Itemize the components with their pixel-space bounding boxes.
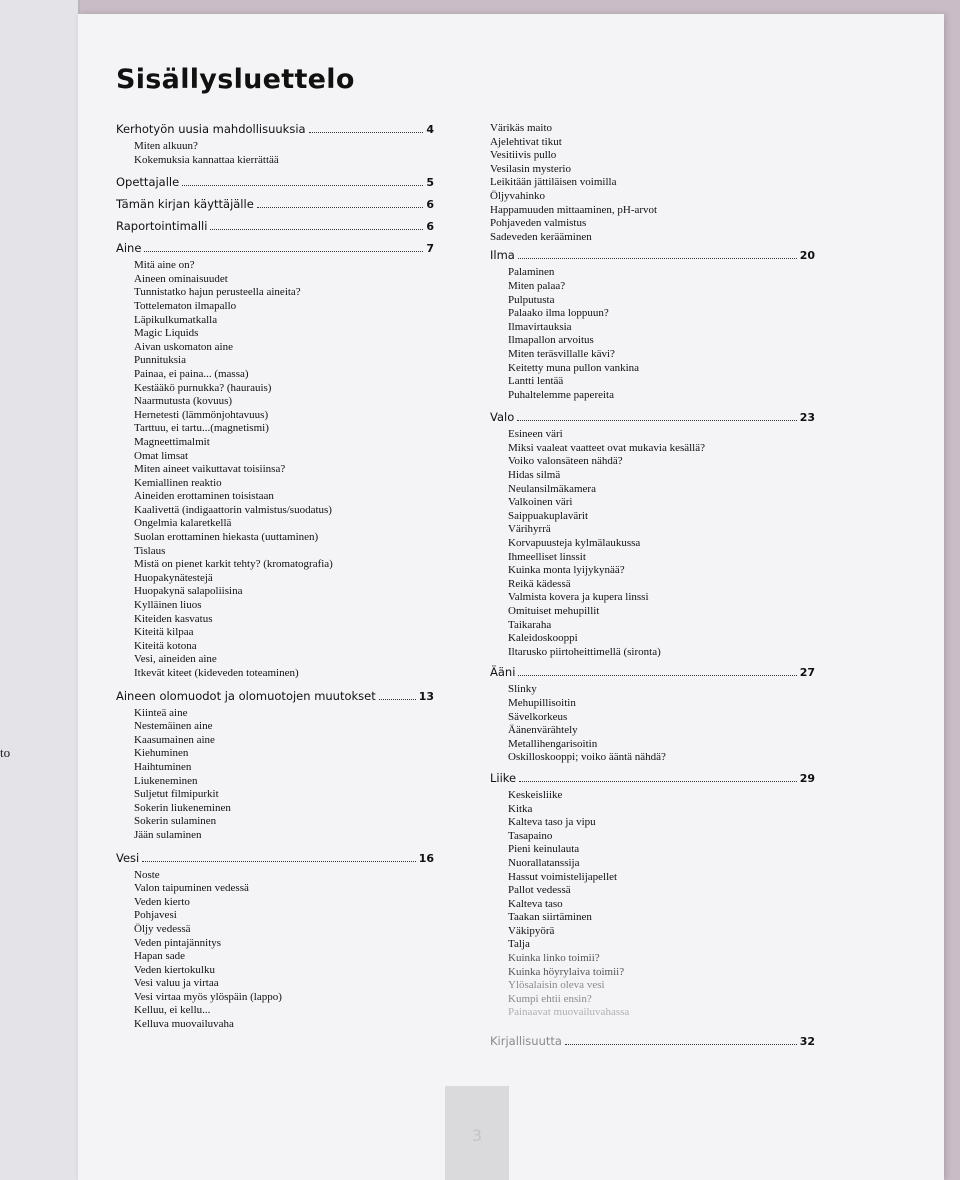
toc-section [490,665,815,765]
dot-leader [518,258,797,259]
toc-subitem[interactable]: Tarttuu, ei tartu...(magnetismi) [134,422,269,435]
section-title: Opettajalle [116,175,180,190]
toc-subitem[interactable]: Taakan siirtäminen [508,911,592,924]
section-title: Liike [490,770,517,785]
toc-subitem-list [116,259,434,680]
toc-subitem[interactable]: Saippuakuplavärit [508,509,589,522]
toc-subitem[interactable]: Oskilloskooppi; voiko ääntä nähdä? [508,751,666,764]
toc-section [116,689,434,843]
toc-subitem[interactable]: Miten alkuun? [134,140,198,152]
toc-subitem[interactable]: Painaavat muovailuvahassa [508,1006,630,1019]
section-page-number: 13 [418,689,434,703]
toc-subitem-list [116,707,434,843]
toc-subitem[interactable]: Kelluva muovailuvaha [134,1018,234,1031]
toc-subitem[interactable]: Magneettimalmit [134,435,210,448]
toc-subitem[interactable]: Väkipyörä [508,924,555,937]
page-title: Sisällysluettelo [116,64,355,95]
toc-subitem-list [490,683,815,765]
section-title: Ääni [490,665,516,680]
toc-section [490,1034,815,1048]
section-title: Aineen olomuodot ja olomuotojen muutokset [116,688,376,703]
toc-subitem[interactable]: Puhaltelemme papereita [508,388,614,401]
toc-subitem[interactable]: Kestääkö purnukka? (haurauis) [134,381,272,394]
toc-subitem[interactable]: Öljyvahinko [490,189,545,202]
toc-subitem[interactable]: Noste [134,868,160,881]
toc-section [116,175,434,189]
toc-section [490,122,815,244]
dot-leader [519,781,797,782]
section-page-number: 5 [426,176,434,190]
toc-subitem[interactable]: Kylläinen liuos [134,599,202,612]
dot-leader [144,251,423,252]
toc-section [490,248,815,402]
toc-subitem[interactable]: Tunnistatko hajun perusteella aineita? [134,286,301,299]
toc-subitem[interactable]: Suolan erottaminen hiekasta (uuttaminen) [134,531,319,544]
toc-subitem[interactable]: Palaminen [508,266,555,279]
toc-subitem[interactable]: Vesitiivis pullo [490,149,557,162]
section-page-number: 6 [426,198,434,212]
toc-subitem[interactable]: Aineiden erottaminen toisistaan [134,490,274,503]
toc-subitem[interactable]: Mistä on pienet karkit tehty? (kromatografia) [134,558,333,571]
dot-leader [379,699,416,700]
toc-subitem-list [116,140,434,167]
toc-subitem[interactable]: Hapan sade [134,950,186,963]
section-page-number: 32 [799,1035,815,1049]
toc-subitem[interactable]: Pohjaveden valmistus [490,217,587,230]
toc-section [116,241,434,680]
toc-subitem[interactable]: Vesi virtaa myös ylöspäin (lappo) [134,990,282,1003]
section-page-number: 4 [426,123,434,136]
toc-subitem[interactable]: Pulputusta [508,293,555,306]
toc-subitem[interactable]: Leikitään jättiläisen voimilla [490,176,617,189]
toc-subitem[interactable]: Ongelmia kalaretkellä [134,517,232,530]
toc-subitem[interactable]: Kiinteä aine [134,706,188,719]
toc-subitem[interactable]: Miten aineet vaikuttavat toisiinsa? [134,463,286,476]
dot-leader [517,420,796,421]
section-title: Valo [490,410,515,425]
section-title: Raportointimalli [116,219,208,234]
toc-subitem[interactable]: Läpikulkumatkalla [134,313,218,326]
left-page-text-fragment: to [0,745,11,760]
toc-subitem-list [490,122,815,244]
toc-subitem-list [490,428,815,659]
toc-subitem[interactable]: Miten teräsvillalle kävi? [508,347,615,360]
toc-subitem[interactable]: Valmista kovera ja kupera linssi [508,591,649,604]
toc-subitem[interactable]: Kiehuminen [134,747,189,760]
section-page-number: 6 [426,220,434,234]
toc-subitem[interactable]: Tottelematon ilmapallo [134,299,237,312]
toc-subitem[interactable]: Kelluu, ei kellu... [134,1004,211,1017]
toc-subitem[interactable]: Haihtuminen [134,760,192,773]
toc-subitem[interactable]: Korvapuusteja kylmälaukussa [508,537,641,550]
toc-subitem[interactable]: Valkoinen väri [508,496,573,509]
toc-subitem[interactable]: Kaasumainen aine [134,733,215,746]
toc-subitem[interactable]: Sadeveden kerääminen [490,230,592,243]
section-title: Vesi [116,850,140,865]
toc-section [490,771,815,1020]
page-number-box [445,1086,509,1180]
toc-section-heading[interactable] [490,410,815,424]
toc-subitem[interactable]: Slinky [508,683,537,696]
toc-subitem[interactable]: Kaalivettä (indigaattorin valmistus/suodatus) [134,503,332,516]
toc-subitem[interactable]: Veden kierto [134,895,190,908]
toc-section-heading[interactable] [490,1034,815,1048]
toc-subitem[interactable]: Palaako ilma loppuun? [508,307,609,320]
toc-subitem[interactable]: Suljetut filmipurkit [134,788,219,801]
toc-right-column [490,122,815,1056]
toc-subitem[interactable]: Kaleidoskooppi [508,632,578,645]
toc-subitem[interactable]: Sokerin sulaminen [134,815,217,828]
toc-subitem[interactable]: Taikaraha [508,618,552,631]
dot-leader [210,229,423,230]
toc-subitem[interactable]: Pieni keinulauta [508,843,580,856]
toc-subitem[interactable]: Hassut voimistelijapellet [508,870,618,883]
toc-subitem[interactable]: Kuinka monta lyijykynää? [508,564,625,577]
toc-subitem[interactable]: Kalteva taso [508,897,563,910]
toc-subitem[interactable]: Omat limsat [134,449,189,462]
toc-subitem[interactable]: Liukeneminen [134,774,198,787]
toc-subitem[interactable]: Kiteitä kilpaa [134,626,194,639]
dot-leader [309,132,424,133]
toc-subitem[interactable]: Hidas silmä [508,469,561,482]
toc-subitem[interactable]: Aineen ominaisuudet [134,272,228,285]
toc-subitem[interactable]: Ilmapallon arvoitus [508,334,594,347]
toc-subitem[interactable]: Värihyrrä [508,523,551,536]
toc-subitem[interactable]: Vesilasin mysterio [490,162,571,175]
toc-subitem[interactable]: Voiko valonsäteen nähdä? [508,455,623,468]
toc-subitem[interactable]: Äänenvärähtely [508,724,578,737]
toc-subitem[interactable]: Kuinka linko toimii? [508,952,600,965]
toc-section-heading[interactable] [116,197,434,211]
toc-subitem[interactable]: Ilmavirtauksia [508,320,572,333]
toc-subitem[interactable]: Jään sulaminen [134,828,202,841]
toc-subitem[interactable]: Kumpi ehtii ensin? [508,992,592,1005]
toc-subitem[interactable]: Värikäs maito [490,122,553,134]
toc-subitem[interactable]: Veden kiertokulku [134,963,215,976]
section-page-number: 20 [799,249,815,263]
toc-subitem[interactable]: Reikä kädessä [508,577,571,590]
toc-subitem[interactable]: Magic Liquids [134,327,199,340]
toc-subitem[interactable]: Huopakynä salapoliisina [134,585,243,598]
toc-subitem[interactable]: Huopakynätestejä [134,571,213,584]
toc-subitem[interactable]: Pohjavesi [134,909,177,922]
toc-subitem[interactable]: Lantti lentää [508,375,564,388]
toc-subitem[interactable]: Happamuuden mittaaminen, pH-arvot [490,203,658,216]
page-number: 3 [471,1126,483,1145]
section-page-number: 7 [426,242,434,256]
toc-subitem[interactable]: Tislaus [134,544,166,557]
toc-left-column [116,122,434,1040]
toc-subitem[interactable]: Kitka [508,802,533,815]
toc-subitem[interactable]: Kiteitä kotona [134,639,197,652]
toc-subitem[interactable]: Nestemäinen aine [134,720,213,733]
toc-section-heading[interactable] [116,851,434,865]
toc-subitem[interactable]: Kiteiden kasvatus [134,612,213,625]
dot-leader [182,185,423,186]
toc-subitem[interactable]: Kalteva taso ja vipu [508,816,596,829]
toc-section-heading[interactable] [116,219,434,233]
toc-subitem[interactable]: Itkevät kiteet (kideveden toteaminen) [134,667,299,679]
toc-subitem[interactable]: Kemiallinen reaktio [134,476,222,489]
toc-subitem[interactable]: Keitetty muna pullon vankina [508,361,640,374]
toc-subitem[interactable]: Mitä aine on? [134,259,195,272]
toc-subitem-list [116,869,434,1032]
toc-section [490,410,815,659]
toc-subitem[interactable]: Naarmutusta (kovuus) [134,395,233,408]
toc-subitem[interactable]: Vesi, aineiden aine [134,653,217,666]
toc-subitem[interactable]: Veden pintajännitys [134,936,222,949]
toc-subitem[interactable]: Ajelehtivat tikut [490,135,562,148]
section-page-number: 27 [799,666,815,680]
dot-leader [518,675,796,676]
toc-section-heading[interactable] [116,689,434,703]
toc-subitem[interactable]: Miksi vaaleat vaatteet ovat mukavia kesällä? [508,441,706,454]
toc-subitem[interactable]: Mehupillisoitin [508,696,576,709]
toc-subitem-list [490,789,815,1020]
section-page-number: 29 [799,771,815,785]
section-title: Aine [116,241,142,256]
toc-section-heading[interactable] [490,665,815,679]
section-title: Kerhotyön uusia mahdollisuuksia [116,122,306,136]
toc-subitem[interactable]: Kuinka höyrylaiva toimii? [508,965,625,978]
section-page-number: 16 [418,851,434,865]
toc-section-heading[interactable] [490,771,815,785]
toc-section-heading[interactable] [116,122,434,136]
toc-subitem[interactable]: Tasapaino [508,829,553,842]
toc-section-heading[interactable] [490,248,815,262]
toc-subitem[interactable]: Painaa, ei paina... (massa) [134,367,249,380]
dot-leader [142,861,415,862]
dot-leader [257,207,424,208]
toc-subitem[interactable]: Keskeisliike [508,788,563,801]
toc-subitem[interactable]: Vesi valuu ja virtaa [134,977,219,990]
toc-subitem[interactable]: Omituiset mehupillit [508,605,600,617]
toc-subitem[interactable]: Miten palaa? [508,279,566,292]
toc-subitem[interactable]: Sävelkorkeus [508,710,568,723]
toc-subitem[interactable]: Öljy vedessä [134,922,191,935]
toc-subitem[interactable]: Valon taipuminen vedessä [134,882,249,895]
section-title: Tämän kirjan käyttäjälle [116,197,254,212]
section-page-number: 23 [799,411,815,425]
toc-section [116,122,434,167]
toc-subitem[interactable]: Neulansilmäkamera [508,482,596,495]
toc-section [116,219,434,233]
toc-subitem[interactable]: Sokerin liukeneminen [134,801,231,814]
toc-subitem[interactable]: Pallot vedessä [508,884,571,897]
section-title: Kirjallisuutta [490,1034,562,1049]
toc-subitem[interactable]: Talja [508,938,530,951]
toc-subitem[interactable]: Esineen väri [508,428,563,441]
toc-page [78,14,944,1180]
toc-subitem[interactable]: Punnituksia [134,354,186,367]
toc-section-heading[interactable] [116,241,434,255]
section-title: Ilma [490,248,515,263]
toc-section-heading[interactable] [116,175,434,189]
toc-subitem[interactable]: Ylösalaisin oleva vesi [508,979,605,992]
left-page-edge [0,0,80,1180]
dot-leader [565,1044,797,1045]
toc-section [116,851,434,1032]
toc-subitem[interactable]: Metallihengarisoitin [508,737,598,750]
toc-subitem[interactable]: Nuorallatanssija [508,856,580,869]
toc-subitem[interactable]: Iltarusko piirtoheittimellä (sironta) [508,645,661,658]
toc-section [116,197,434,211]
toc-subitem[interactable]: Ihmeelliset linssit [508,550,586,563]
toc-subitem-list [490,266,815,402]
toc-subitem[interactable]: Hernetesti (lämmönjohtavuus) [134,408,269,421]
toc-subitem[interactable]: Aivan uskomaton aine [134,340,233,353]
toc-subitem[interactable]: Kokemuksia kannattaa kierrättää [134,153,279,166]
